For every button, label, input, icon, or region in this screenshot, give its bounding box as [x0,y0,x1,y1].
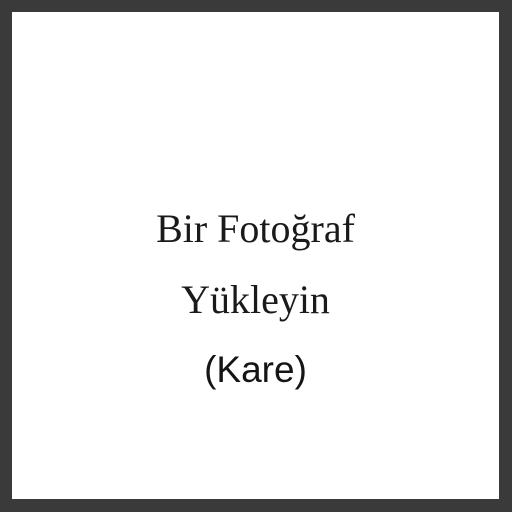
upload-aspect-hint: (Kare) [204,349,307,390]
upload-title-line-2: Yükleyin [181,277,330,322]
photo-upload-dropzone[interactable] [12,12,499,499]
upload-title-line-1: Bir Fotoğraf [156,206,355,251]
